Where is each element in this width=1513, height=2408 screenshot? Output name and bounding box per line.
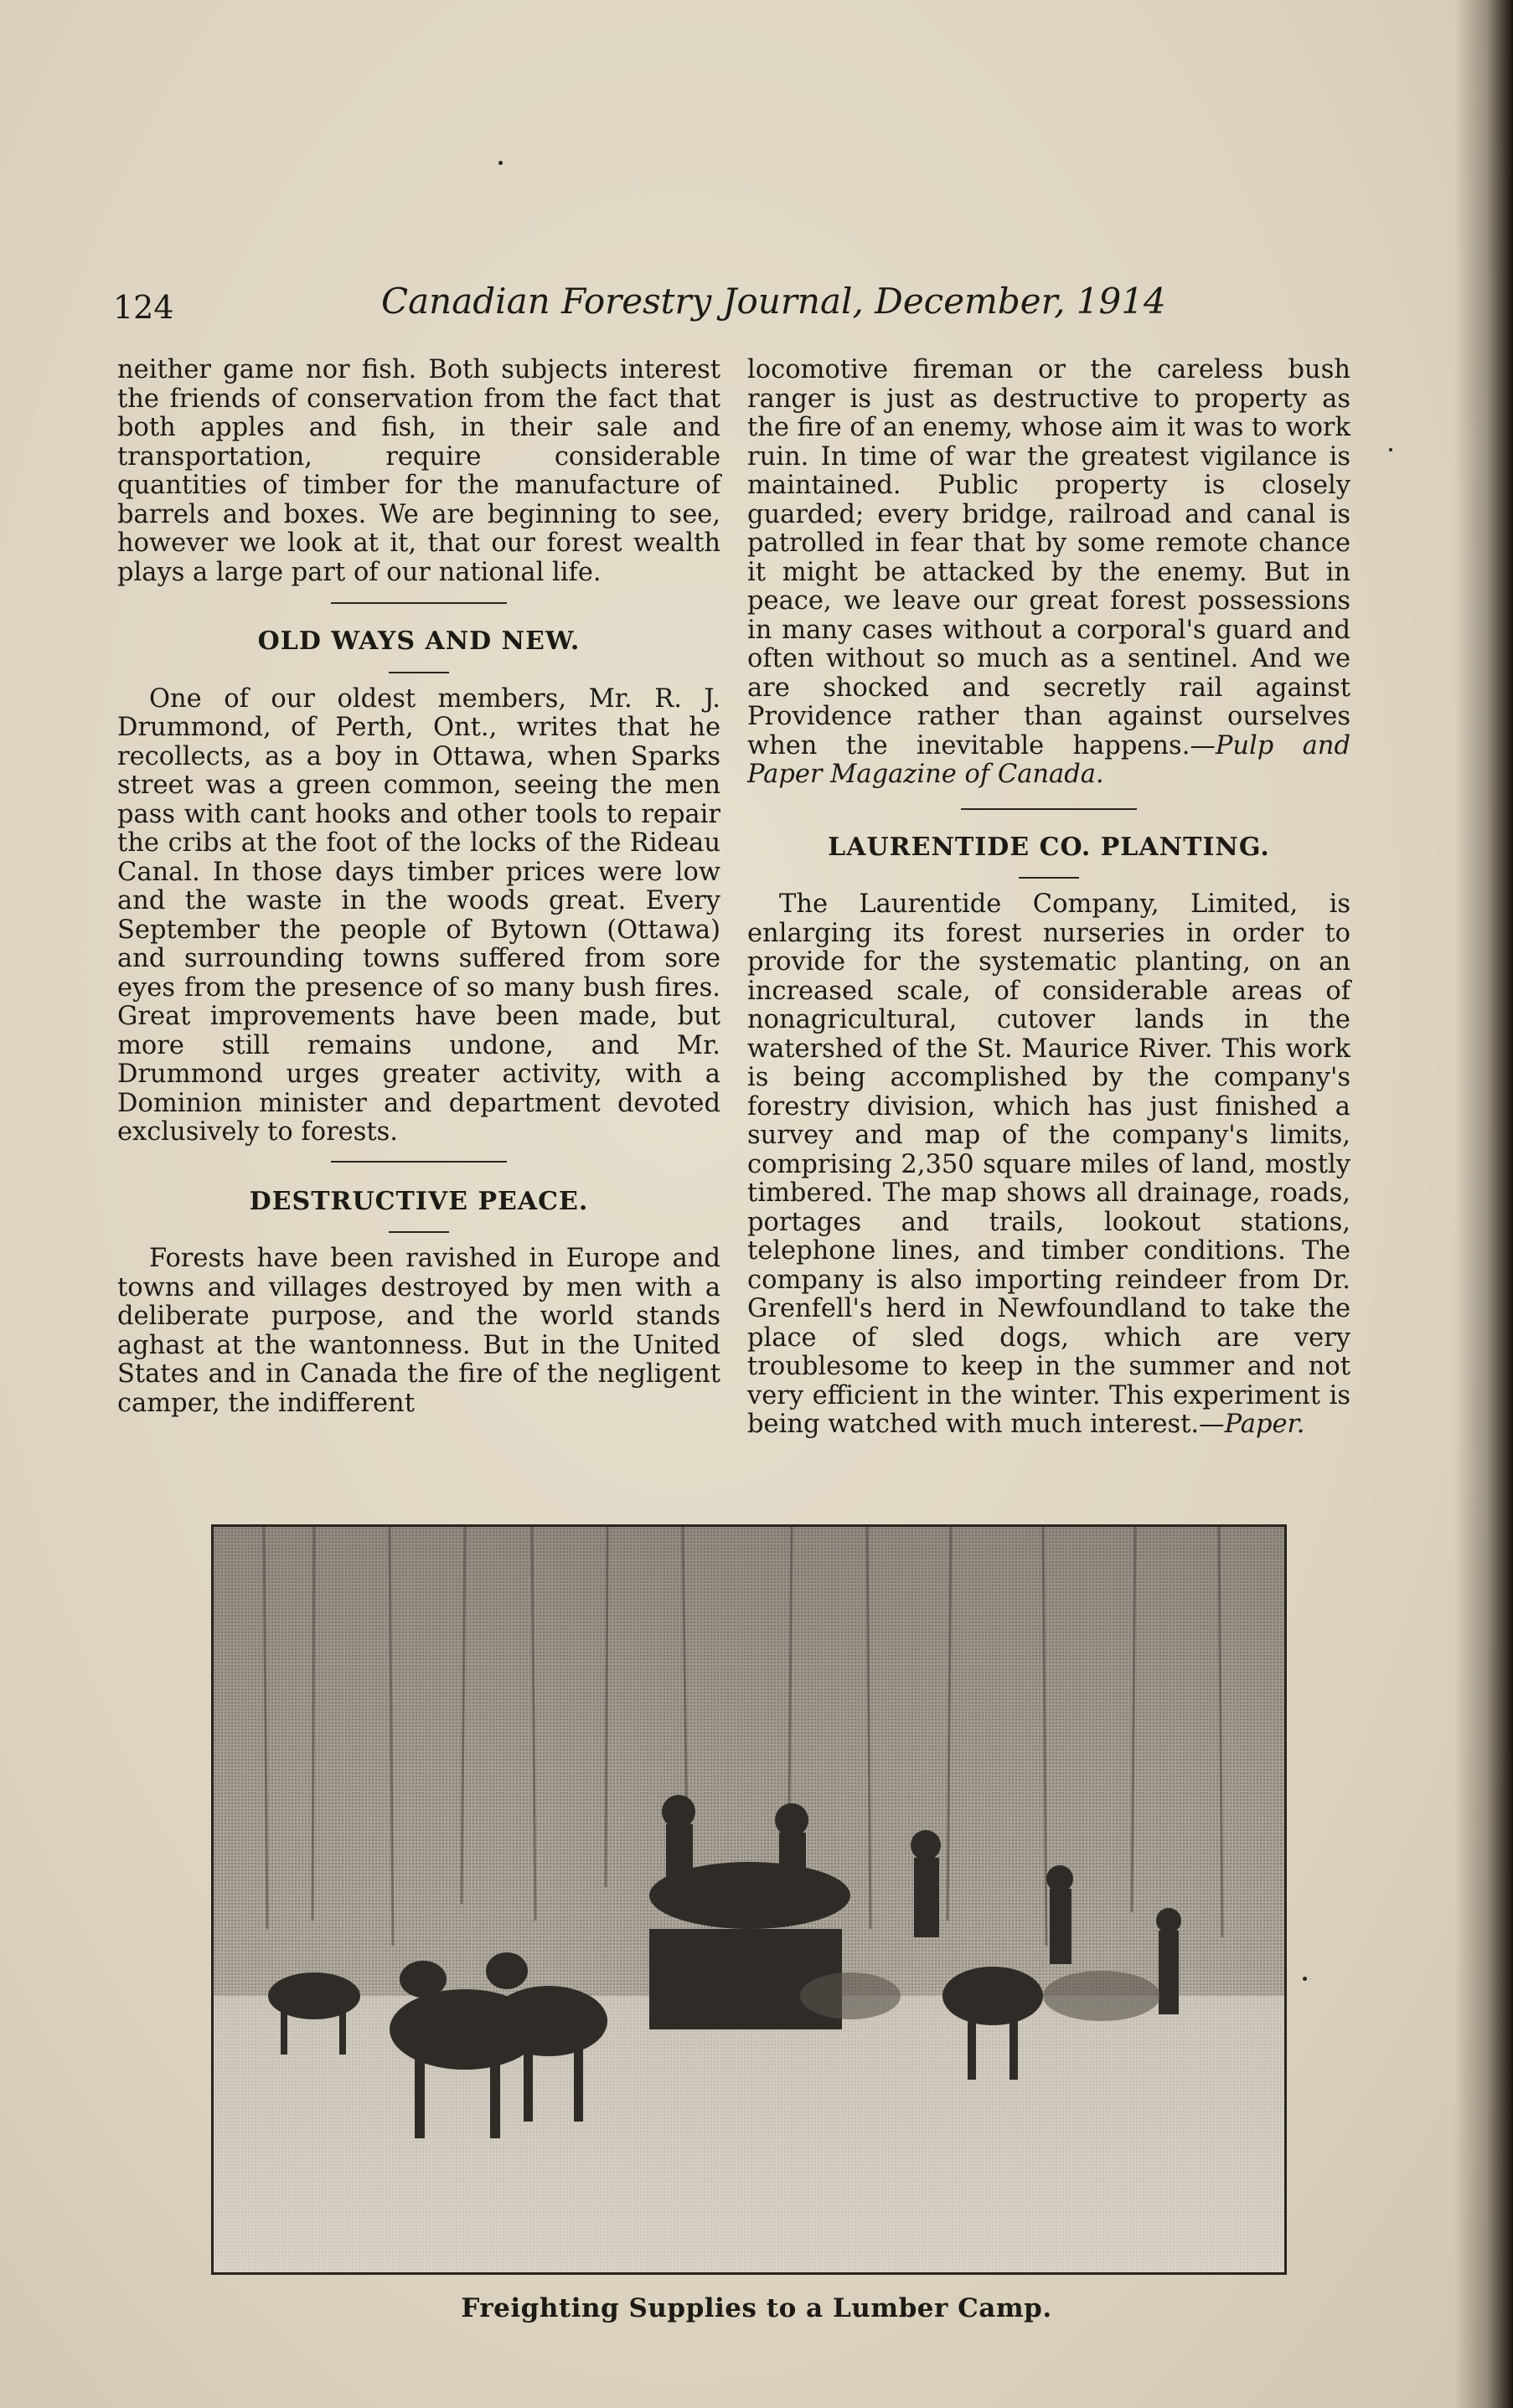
page-binding-shadow — [1454, 0, 1513, 2408]
article-body-laurentide — [747, 890, 1350, 1440]
article-heading-destructive-peace: DESTRUCTIVE PEACE. — [249, 1186, 589, 1216]
print-speck — [1389, 448, 1392, 451]
intro-paragraph: neither game nor fish. Both subjects interest the friends of conservation from the fact that both apples and fish, in their sale and transportation, require considerable quantities of timber for the manufacture of barrels and boxes. We are beginning to see, however we look at it, that our forest wealth plays a large part of our national life. — [117, 355, 720, 587]
section-divider — [331, 1161, 507, 1163]
article-heading-laurentide: LAURENTIDE CO. PLANTING. — [828, 832, 1270, 862]
section-divider — [961, 808, 1137, 810]
right-column — [747, 356, 1350, 1440]
photo-caption: Freighting Supplies to a Lumber Camp. — [461, 2293, 1052, 2323]
page-header — [113, 281, 1353, 331]
print-speck — [1303, 1977, 1307, 1981]
section-divider — [331, 602, 507, 604]
article-body-old-ways: One of our oldest members, Mr. R. J. Drummond, of Perth, Ont., writes that he recollects, as a boy in Ottawa, when Sparks street was a green common, seeing the men pass with cant hooks and other tools to repair the cribs at the foot of the locks of the Rideau Canal. In those days timber prices were low and the waste in the woods great. Every September the people of Bytown (Ottawa) and surrounding towns suffered from sore eyes from the presence of so many bush fires. Great improvements have been made, but more still remains undone, and Mr. Drummond urges greater activity, with a Dominion minister and department devoted exclusively to forests. — [117, 683, 720, 1147]
heading-divider — [389, 1231, 449, 1233]
photo-lumber-camp — [211, 1524, 1287, 2275]
article-body-destructive-peace: Forests have been ravished in Europe and towns and villages destroyed by men with a deliberate purpose, and the world stands aghast at the wantonness. But in the United States and in Canada the fire of the negligent camper, the indifferent — [117, 1244, 720, 1418]
print-speck — [498, 161, 503, 165]
article-source: —Pulp and Paper Magazine of Canada. — [747, 730, 1350, 789]
heading-divider — [1019, 877, 1079, 879]
halftone-photo — [214, 1527, 1284, 2272]
article-source: —Paper. — [1199, 1410, 1305, 1439]
journal-title: Canadian Forestry Journal, December, 1914 — [381, 281, 1166, 322]
article-body-destructive-peace-cont — [747, 356, 1350, 790]
heading-divider — [389, 672, 449, 673]
article-body-text: locomotive fireman or the careless bush ranger is just as destructive to property as the fire of an enemy, whose aim it was to work ruin. In time of war the greatest vigilance is maintained. Public property is closely guarded; every bridge, railroad and canal is patrolled in fear that by some remote chance it might be attacked by the enemy. But in peace, we leave our great forest possessions in many cases without a corporal's guard and often without so much as a sentinel. And we are shocked and secretly rail against Providence rather than against ourselves when the inevitable happens. — [747, 355, 1350, 761]
page-number: 124 — [113, 289, 174, 326]
left-column — [117, 356, 720, 1418]
article-heading-old-ways: OLD WAYS AND NEW. — [257, 626, 581, 656]
article-body-text: The Laurentide Company, Limited, is enlarging its forest nurseries in order to provide for the systematic planting, on an increased scale, of considerable areas of nonagricultural, cutover lands in the watershed of the St. Maurice River. This work is being accomplished by the company's forestry division, which has just finished a survey and map of the company's limits, comprising 2,350 square miles of land, mostly timbered. The map shows all drainage, roads, portages and trails, lookout stations, telephone lines, and timber conditions. The company is also importing reindeer from Dr. Grenfell's herd in Newfoundland to take the place of sled dogs, which are very troublesome to keep in the summer and not very efficient in the winter. This experiment is being watched with much interest. — [747, 889, 1350, 1439]
